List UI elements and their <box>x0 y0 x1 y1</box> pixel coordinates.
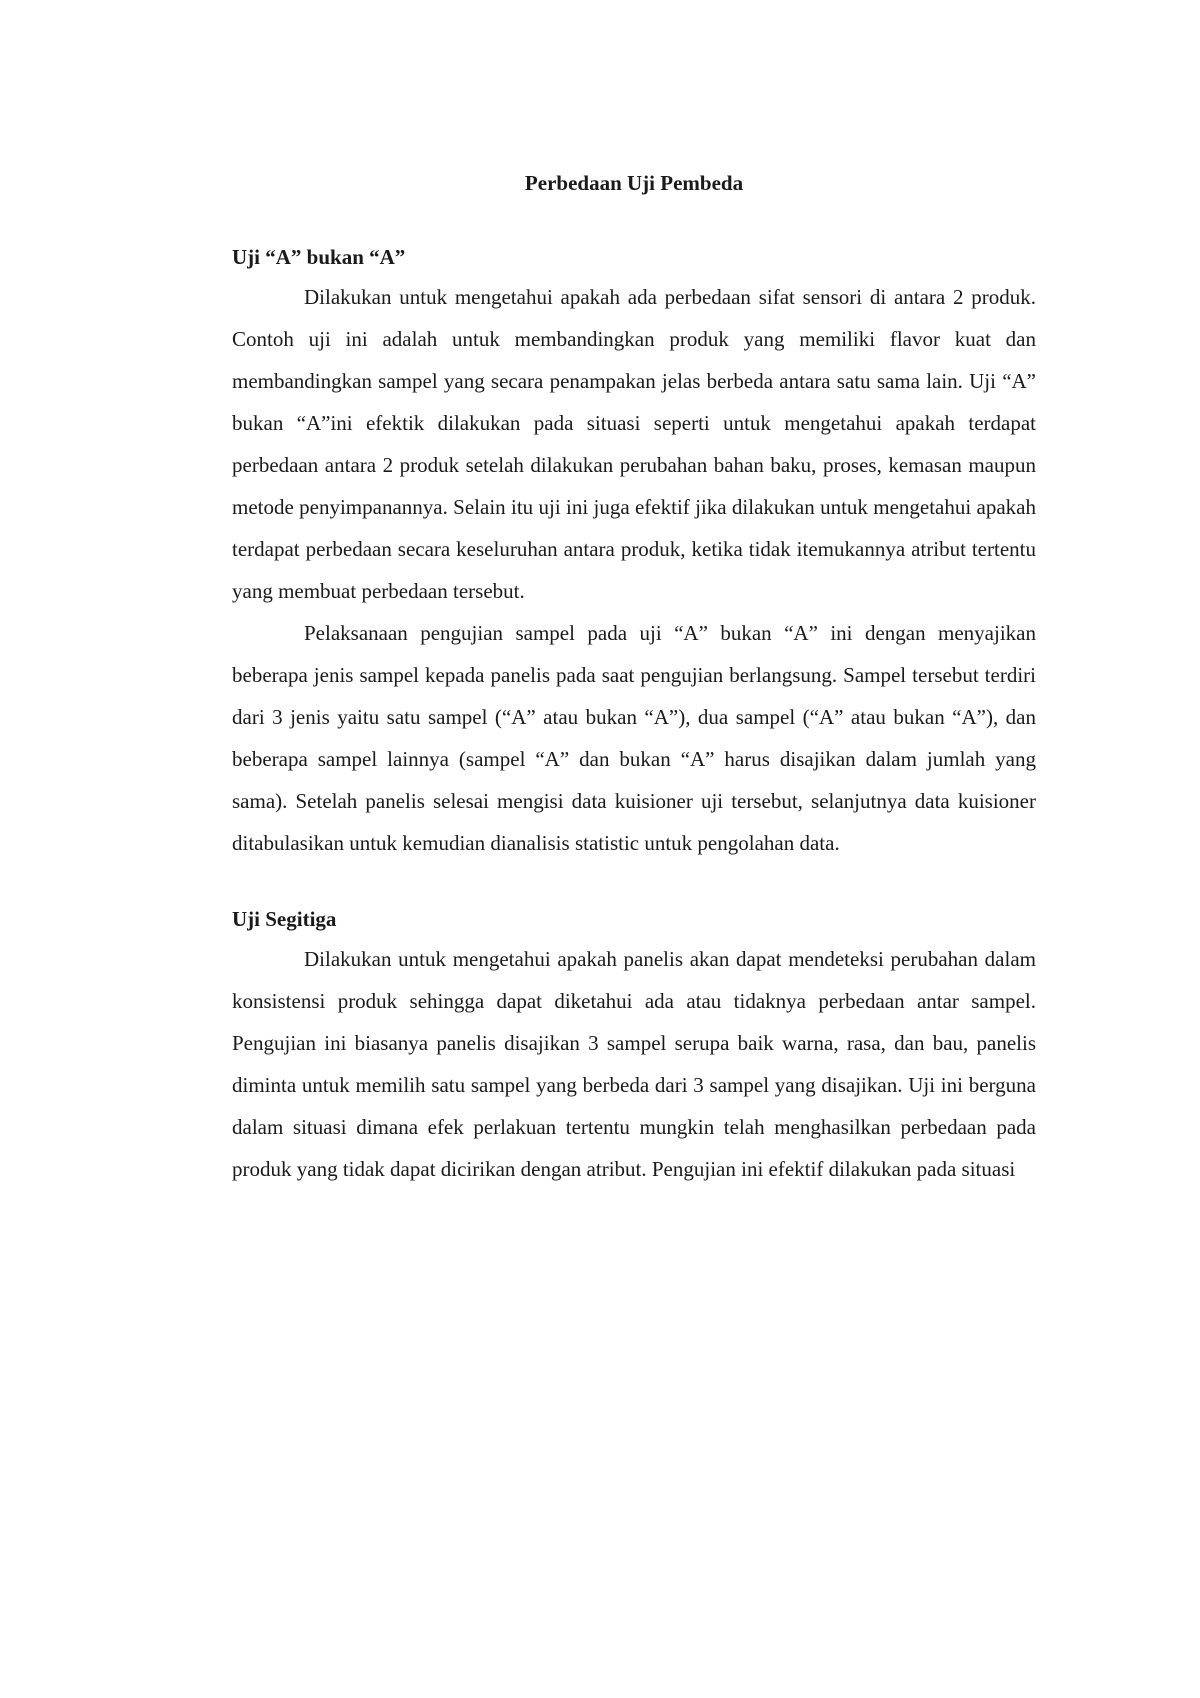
section-uji-segitiga <box>232 904 1036 1190</box>
paragraph: Pelaksanaan pengujian sampel pada uji “A” bukan “A” ini dengan menyajikan beberapa jenis sampel kepada panelis pada saat pengujian berlangsung. Sampel tersebut terdiri dari 3 jenis yaitu satu sampel (“A” atau bukan “A”), dua sampel (“A” atau bukan “A”), dan beberapa sampel lainnya (sampel “A” dan bukan “A” harus disajikan dalam jumlah yang sama). Setelah panelis selesai mengisi data kuisioner uji tersebut, selanjutnya data kuisioner ditabulasikan untuk kemudian dianalisis statistic untuk pengolahan data. <box>232 621 1036 855</box>
paragraph: Dilakukan untuk mengetahui apakah ada perbedaan sifat sensori di antara 2 produk. Contoh uji ini adalah untuk membandingkan produk yang memiliki flavor kuat dan membandingkan sampel yang secara penampakan jelas berbeda antara satu sama lain. Uji “A” bukan “A”ini efektik dilakukan pada situasi seperti untuk mengetahui apakah terdapat perbedaan antara 2 produk setelah dilakukan perubahan bahan baku, proses, kemasan maupun metode penyimpanannya. Selain itu uji ini juga efektif jika dilakukan untuk mengetahui apakah terdapat perbedaan secara keseluruhan antara produk, ketika tidak itemukannya atribut tertentu yang membuat perbedaan tersebut. <box>232 285 1036 603</box>
paragraph: Dilakukan untuk mengetahui apakah panelis akan dapat mendeteksi perubahan dalam konsistensi produk sehingga dapat diketahui ada atau tidaknya perbedaan antar sampel. Pengujian ini biasanya panelis disajikan 3 sampel serupa baik warna, rasa, dan bau, panelis diminta untuk memilih satu sampel yang berbeda dari 3 sampel yang disajikan. Uji ini berguna dalam situasi dimana efek perlakuan tertentu mungkin telah menghasilkan perbedaan pada produk yang tidak dapat dicirikan dengan atribut. Pengujian ini efektif dilakukan pada situasi <box>232 947 1036 1181</box>
document-title: Perbedaan Uji Pembeda <box>524 171 744 195</box>
section-heading: Uji “A” bukan “A” <box>232 245 406 269</box>
section-uji-a-bukan-a <box>232 242 1036 864</box>
document-body <box>232 168 1036 1230</box>
section-heading: Uji Segitiga <box>232 907 337 931</box>
